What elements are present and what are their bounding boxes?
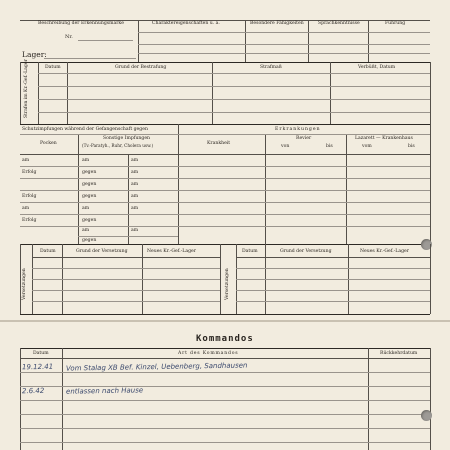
revier-header: Revier xyxy=(296,136,312,141)
pocken-am-2: am xyxy=(22,206,30,211)
pocken-erfolg-2: Erfolg xyxy=(22,194,37,199)
nr-line xyxy=(78,40,133,41)
rule xyxy=(20,62,21,124)
rule xyxy=(20,414,430,415)
rule xyxy=(32,268,220,269)
rule xyxy=(138,44,430,45)
kommando-2-datum: 2.6.42 xyxy=(21,386,45,396)
strafen-col-strafmass: Strafmaß xyxy=(260,65,282,70)
rule xyxy=(236,279,430,280)
impf-mid: am xyxy=(82,158,90,163)
rule xyxy=(20,442,430,443)
impf-right: am xyxy=(131,158,139,163)
impf-right: am xyxy=(131,182,139,187)
rule xyxy=(236,257,430,258)
rule xyxy=(20,400,430,401)
vers-l-neues: Neues Kr.-Gef.-Lager xyxy=(147,249,196,254)
rule xyxy=(430,244,431,314)
rule xyxy=(20,190,430,191)
impf-mid: gegen xyxy=(82,170,97,175)
rule xyxy=(128,154,129,244)
vers-r-grund: Grund der Versetzung xyxy=(280,249,332,254)
vers-l-datum: Datum xyxy=(40,249,56,254)
rule xyxy=(20,244,21,314)
header-charakter: Charaktereigenschaften u. a. xyxy=(152,21,220,26)
impf-mid: gegen xyxy=(82,194,97,199)
kommandos-title: Kommandos xyxy=(196,334,254,344)
rule xyxy=(38,86,430,87)
rule xyxy=(20,134,430,135)
rule xyxy=(138,20,139,62)
strafen-side-label: Strafen im Kr.-Gef.-Lager xyxy=(24,59,29,118)
versetzungen-right-label: Versetzungen xyxy=(225,268,230,300)
nr-label: Nr. xyxy=(65,34,73,40)
rule xyxy=(62,348,63,450)
rule xyxy=(20,62,430,63)
rule xyxy=(20,214,430,215)
impf-mid: am xyxy=(82,228,90,233)
impf-right: am xyxy=(131,228,139,233)
lager-line xyxy=(44,58,136,59)
rule xyxy=(78,134,79,244)
paper-fold xyxy=(0,320,450,322)
versetzungen-left-label: Versetzungen xyxy=(22,268,27,300)
rule xyxy=(20,178,430,179)
kommando-2-art: entlassen nach Hause xyxy=(65,386,144,396)
rule xyxy=(245,20,246,62)
rule xyxy=(20,348,21,450)
rule xyxy=(32,290,220,291)
rule xyxy=(32,279,220,280)
rule xyxy=(20,124,430,125)
rule xyxy=(368,348,369,450)
impf-right: am xyxy=(131,170,139,175)
rule xyxy=(430,348,431,450)
punch-hole xyxy=(421,410,432,421)
pocken-erfolg-3: Erfolg xyxy=(22,218,37,223)
rule xyxy=(138,32,430,33)
rule xyxy=(20,154,430,155)
impfungen-title: Schutzimpfungen während der Gefangenschaft gegen xyxy=(22,127,148,132)
header-erkennungsmarke: Beschreibung der Erkennungsmarke xyxy=(38,21,124,26)
impf-mid: gegen xyxy=(82,182,97,187)
lazarett-header: Lazarett — Krankenhaus xyxy=(355,136,413,141)
impf-right: am xyxy=(131,194,139,199)
lazarett-von: vom xyxy=(362,144,372,149)
rule xyxy=(212,62,213,124)
rule xyxy=(38,99,430,100)
kommandos-col-art: Art des Kommandos xyxy=(178,351,239,356)
rule xyxy=(20,226,430,227)
sonstige-header: Sonstige Impfungen xyxy=(103,136,151,141)
rule xyxy=(32,301,220,302)
vers-l-grund: Grund der Versetzung xyxy=(76,249,128,254)
rule xyxy=(32,257,220,258)
rule xyxy=(236,290,430,291)
header-faehigkeiten: Besondere Fähigkeiten xyxy=(250,21,304,26)
kommando-1-art: Vom Stalag XB Bef. Kinzel, Uebenberg, Sandhausen xyxy=(65,361,248,373)
erkrankungen-title: Erkrankungen xyxy=(275,127,321,132)
vers-r-datum: Datum xyxy=(242,249,258,254)
rule xyxy=(20,314,430,315)
strafen-col-grund: Grund der Bestrafung xyxy=(115,65,167,70)
rule xyxy=(236,268,430,269)
rule xyxy=(67,62,68,124)
rule xyxy=(346,134,347,244)
rule xyxy=(38,112,430,113)
rule xyxy=(20,244,430,245)
rule xyxy=(78,236,178,237)
rule xyxy=(20,202,430,203)
pocken-header: Pocken xyxy=(40,141,57,146)
vers-r-neues: Neues Kr.-Gef.-Lager xyxy=(360,249,409,254)
rule xyxy=(330,62,331,124)
impf-right: am xyxy=(131,206,139,211)
header-sprachen: Sprachkenntnisse xyxy=(318,21,360,26)
rule xyxy=(220,244,221,314)
rule xyxy=(38,62,39,124)
rule xyxy=(368,20,369,62)
rule xyxy=(430,124,431,244)
kommandos-col-datum: Datum xyxy=(33,351,49,356)
lazarett-bis: bis xyxy=(408,144,415,149)
impf-mid: gegen xyxy=(82,238,97,243)
header-fuehrung: Führung xyxy=(385,21,406,26)
kommandos-col-rueck: Rückkehrdatum xyxy=(380,351,418,356)
krankheit-header: Krankheit xyxy=(207,141,231,146)
lager-label: Lager: xyxy=(22,50,47,59)
strafen-col-datum: Datum xyxy=(45,65,61,70)
revier-bis: bis xyxy=(326,144,333,149)
strafen-col-verbuesst: Verbüßt, Datum xyxy=(358,65,396,70)
rule xyxy=(20,166,430,167)
revier-von: von xyxy=(281,144,290,149)
rule xyxy=(265,134,266,244)
pocken-erfolg-1: Erfolg xyxy=(22,170,37,175)
rule xyxy=(236,301,430,302)
rule xyxy=(430,62,431,124)
rule xyxy=(308,20,309,62)
kommando-1-datum: 19.12.41 xyxy=(21,362,54,372)
rule xyxy=(38,73,430,74)
rule xyxy=(20,428,430,429)
impf-mid: gegen xyxy=(82,218,97,223)
pocken-am-1: am xyxy=(22,158,30,163)
impf-mid: am xyxy=(82,206,90,211)
rule xyxy=(138,53,430,54)
sonstige-sub: (Tv.-Paratyh., Ruhr, Cholera usw.) xyxy=(82,143,154,148)
